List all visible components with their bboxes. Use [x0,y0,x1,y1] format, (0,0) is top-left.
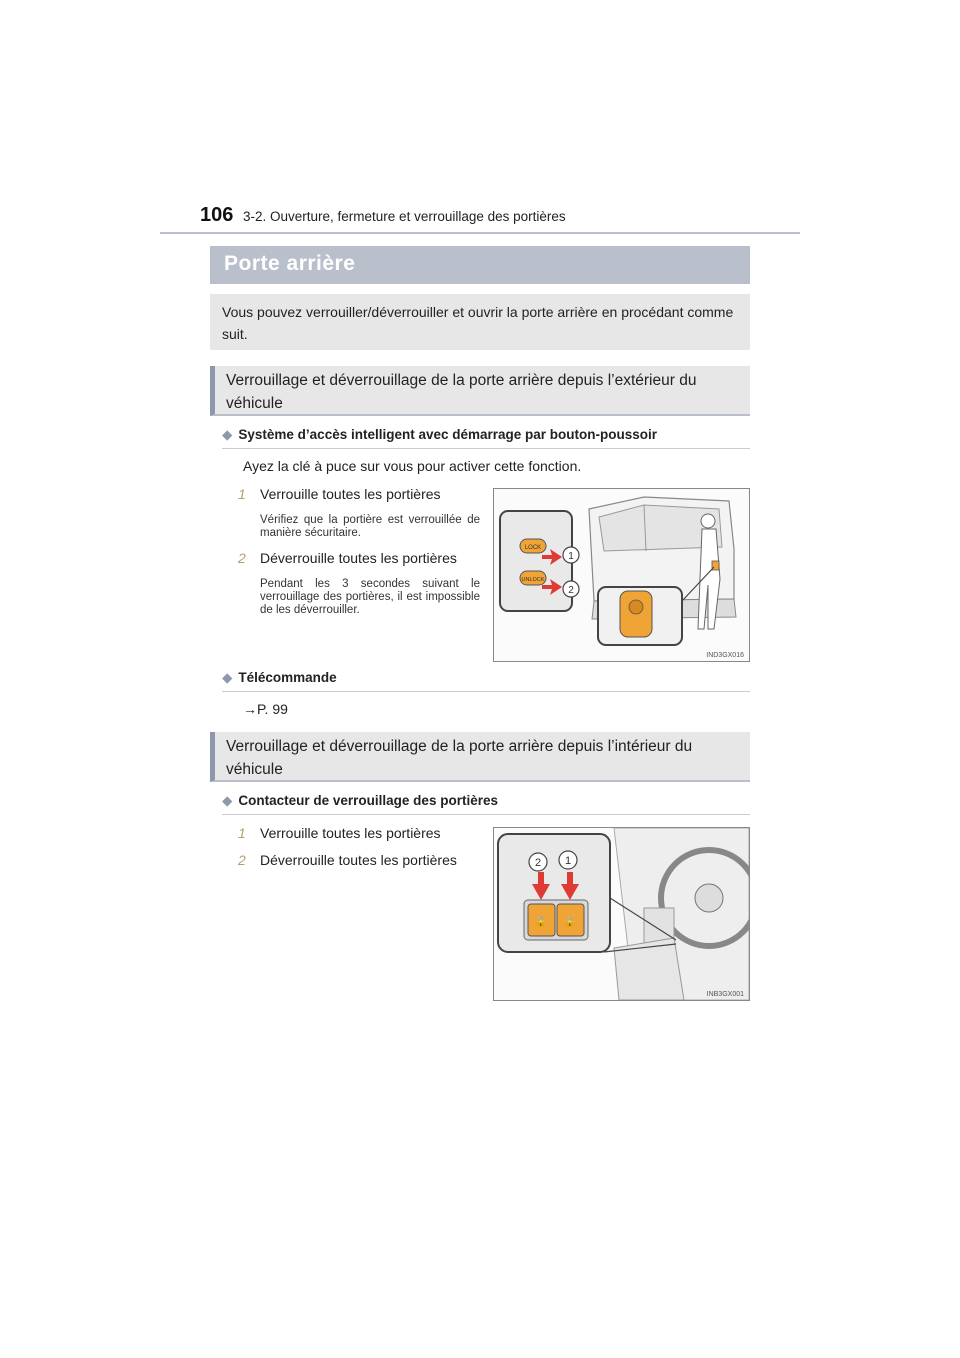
page-number: 106 [200,204,234,226]
item-note-unlock: Pendant les 3 secondes suivant le verrouillage des portières, il est impossible de les déverrouiller. [260,578,480,616]
smart-access-heading: ◆ Système d’accès intelligent avec démarrage par bouton-poussoir [222,427,658,442]
figure-exterior-back-door [493,488,750,662]
header-divider [160,232,800,234]
section-interior-heading-box [210,732,750,782]
figure-code: IND3GX016 [706,652,744,659]
item-number: 1 [238,825,246,841]
subheading-divider [222,691,750,692]
section-interior-heading: Verrouillage et déverrouillage de la porte arrière depuis l’intérieur du véhicule [226,738,693,778]
intro-text: Vous pouvez verrouiller/déverrouiller et ouvrir la porte arrière en procédant comme suit. [222,304,734,342]
page-title-bar [210,246,750,284]
door-switch-illustration [494,828,749,1000]
subheading-divider [222,448,750,449]
vehicle-rear-illustration [494,489,749,661]
item-number: 2 [238,852,246,868]
subheading-divider [222,814,750,815]
callout-1-label: 1 [564,855,572,867]
door-handle-inset [500,511,572,611]
smart-access-text: Ayez la clé à puce sur vous pour activer cette fonction. [243,458,582,474]
remote-page-link[interactable]: →P. 99 [243,701,288,717]
intro-box [210,294,750,350]
callout-2-label: 2 [534,857,542,869]
chapter-title: 3-2. Ouverture, fermeture et verrouillage des portières [243,209,566,224]
item-label-unlock: Déverrouille toutes les portières [260,550,457,566]
diamond-bullet-icon: ◆ [222,793,233,808]
remote-heading: ◆ Télécommande [222,670,337,685]
unlock-button-label: UNLOCK [521,577,545,583]
figure-interior-switch [493,827,750,1001]
diamond-bullet-icon: ◆ [222,670,233,685]
page-title: Porte arrière [224,252,356,275]
lock-button-label: LOCK [524,545,542,551]
item-label-lock: Verrouille toutes les portières [260,825,441,841]
figure-code: INB3GX001 [706,991,744,998]
section-exterior-heading: Verrouillage et déverrouillage de la porte arrière depuis l’extérieur du véhicule [226,372,697,412]
callout-2-label: 2 [568,585,574,596]
item-label-unlock: Déverrouille toutes les portières [260,852,457,868]
diamond-bullet-icon: ◆ [222,427,233,442]
item-note-lock: Vérifiez que la portière est verrouillée de manière sécuritaire. [260,514,480,539]
item-label-lock: Verrouille toutes les portières [260,486,441,502]
switch-heading: ◆ Contacteur de verrouillage des portières [222,793,498,808]
item-number: 2 [238,550,246,566]
svg-text:🔒: 🔒 [563,917,577,928]
item-number: 1 [238,486,246,502]
section-exterior-heading-box [210,366,750,416]
callout-1-label: 1 [568,551,574,562]
svg-text:🔓: 🔓 [534,917,548,928]
